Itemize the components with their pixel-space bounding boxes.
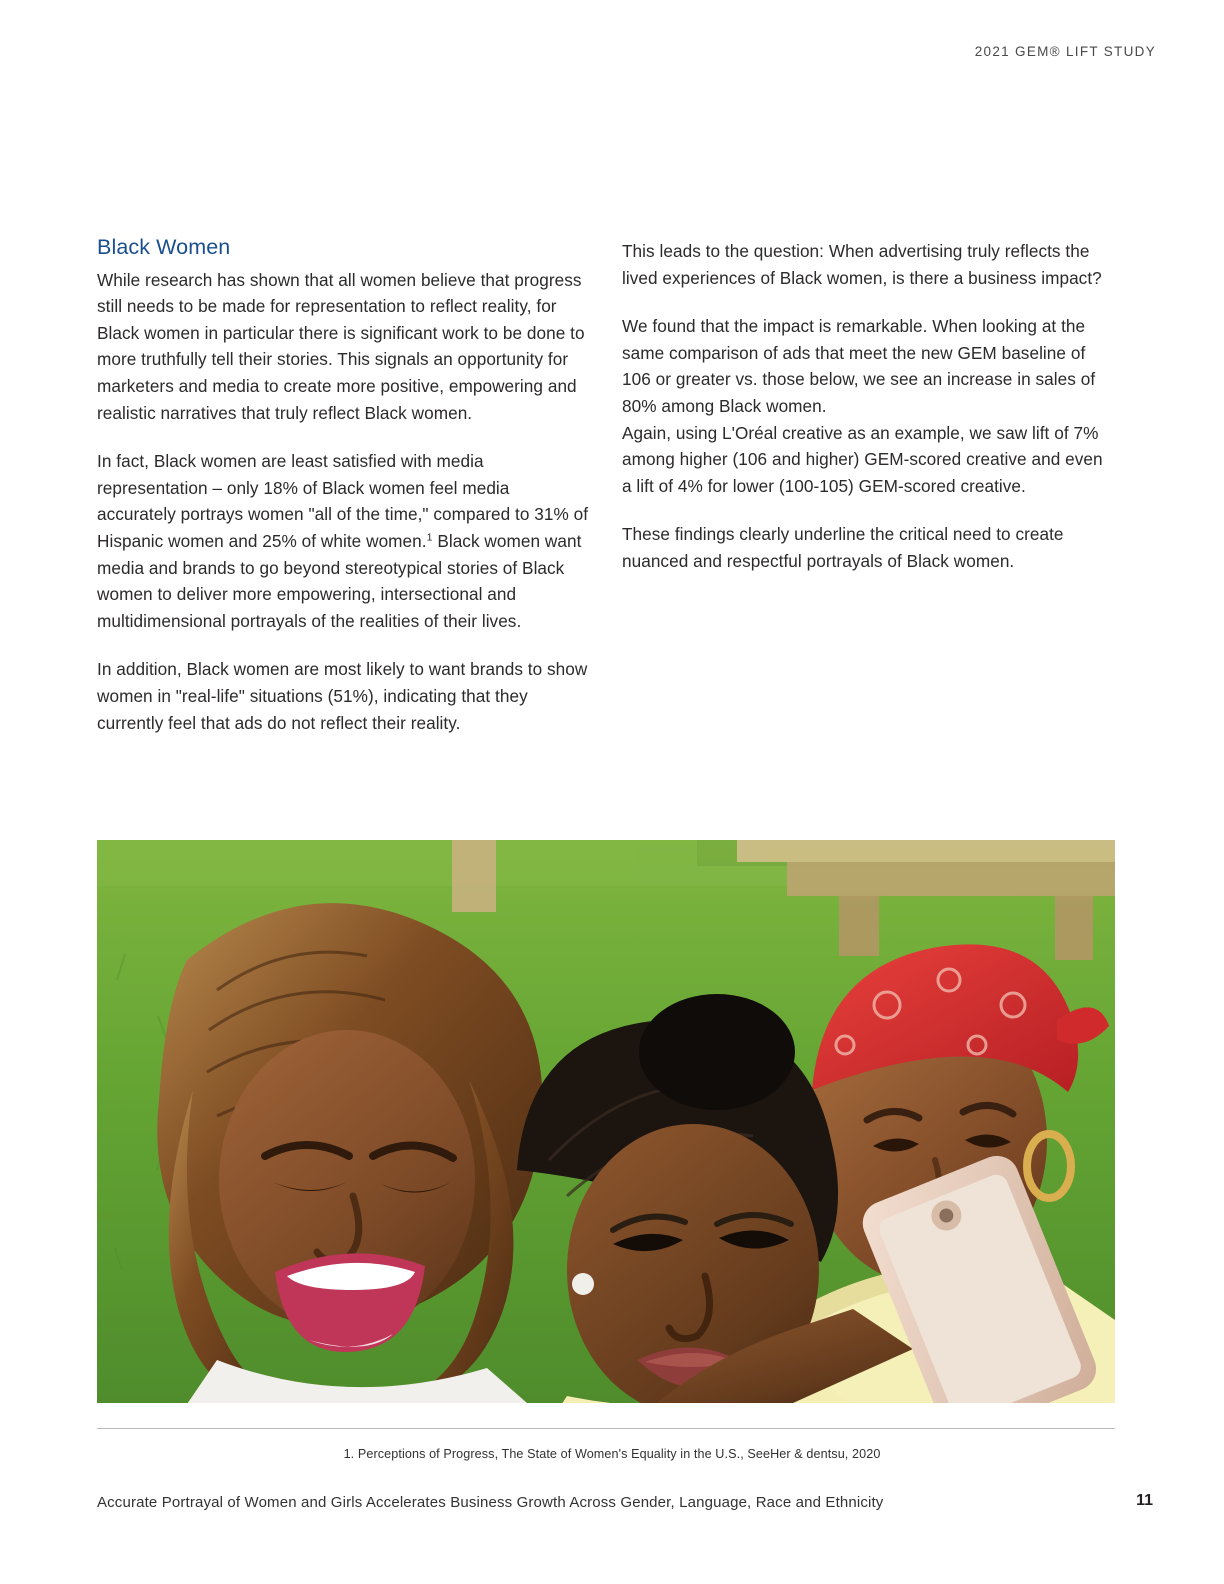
- paragraph-text-continued: Again, using L'Oréal creative as an example, we saw lift of 7% among higher (106 and higher) GEM-scored creative and even a lift of 4% for lower (100-105) GEM-scored creative.: [622, 422, 1103, 496]
- left-column: [97, 236, 589, 736]
- footnote-marker: 1: [426, 531, 433, 544]
- paragraph-text: We found that the impact is remarkable. When looking at the same comparison of ads that meet the new GEM baseline of 106 or greater vs. those below, we see an increase in sales of 80% among Black women.: [622, 316, 1096, 416]
- paragraph-with-footnote: [97, 448, 589, 634]
- page-title: Black Women: [97, 235, 231, 259]
- footnote-text: 1. Perceptions of Progress, The State of Women's Equality in the U.S., SeeHer & dentsu, 2020: [343, 1447, 881, 1461]
- paragraph-text: In fact, Black women are least satisfied with media representation – only 18% of Black women feel media accurately portrays women "all of the time," compared to 31% of Hispanic women and 25% of white women.: [97, 451, 589, 551]
- right-column: [622, 236, 1114, 736]
- paragraph: These findings clearly underline the critical need to create nuanced and respectful portrayals of Black women.: [622, 524, 1064, 571]
- footer-title: Accurate Portrayal of Women and Girls Accelerates Business Growth Across Gender, Language, Race and Ethnicity: [97, 1494, 884, 1511]
- paragraph: This leads to the question: When advertising truly reflects the lived experiences of Black women, is there a business impact?: [622, 241, 1102, 288]
- paragraph-text-continued: Black women want media and brands to go beyond stereotypical stories of Black women to deliver more empowering, intersectional and multidimensional portrayals of the realities of their lives.: [97, 530, 582, 631]
- paragraph: In addition, Black women are most likely to want brands to show women in "real-life" situations (51%), indicating that they currently feel that ads do not reflect their reality.: [97, 659, 588, 733]
- footnote-divider: [97, 1428, 1115, 1429]
- article-columns: [97, 236, 1115, 736]
- page-number: 11: [1136, 1492, 1153, 1509]
- photo-three-women-selfie: [97, 840, 1115, 1403]
- running-header: 2021 GEM® LIFT STUDY: [974, 44, 1156, 59]
- paragraph: While research has shown that all women believe that progress still needs to be made for representation to reflect reality, for Black women in particular there is significant work to be done to more truthfully tell their stories. This signals an opportunity for marketers and media to create more positive, empowering and realistic narratives that truly reflect Black women.: [97, 269, 585, 423]
- paragraph: [622, 313, 1114, 499]
